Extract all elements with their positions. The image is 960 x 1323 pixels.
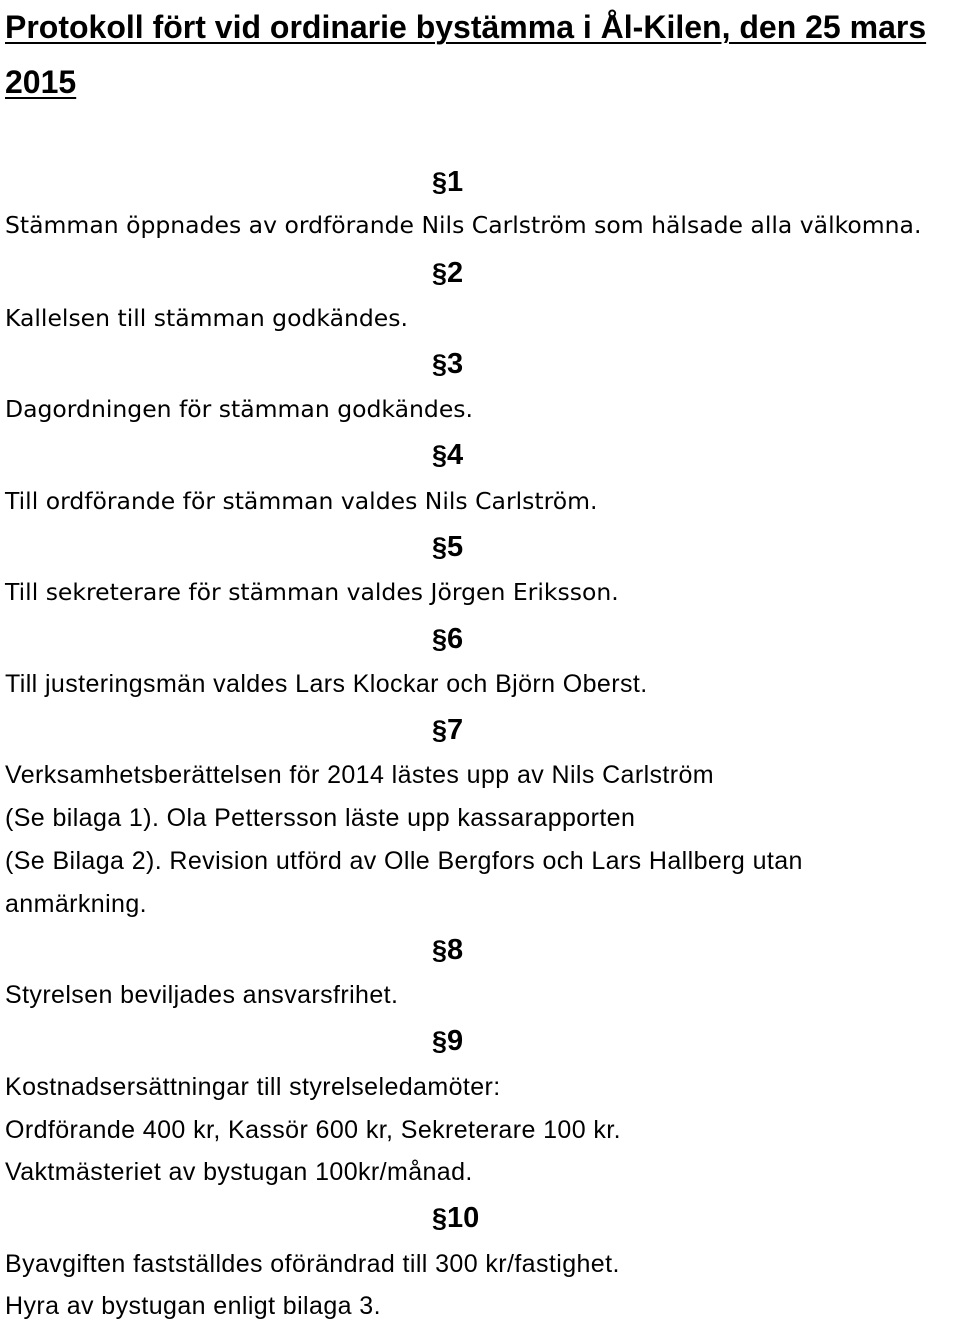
section-9-line-2: Ordförande 400 kr, Kassör 600 kr, Sekreterare 100 kr. [5, 1116, 621, 1144]
section-8-line-1: Styrelsen beviljades ansvarsfrihet. [5, 981, 399, 1009]
section-2-line-1: Kallelsen till stämman godkändes. [5, 304, 408, 332]
section-6-line-1: Till justeringsmän valdes Lars Klockar och Björn Oberst. [5, 670, 648, 698]
section-number: 3 [447, 348, 464, 380]
section-heading-5 [432, 530, 463, 564]
section-4-line-1: Till ordförande för stämman valdes Nils Carlström. [5, 487, 598, 515]
section-9-line-3: Vaktmästeriet av bystugan 100kr/månad. [5, 1158, 473, 1186]
section-number: 2 [447, 257, 464, 289]
section-9-line-1: Kostnadsersättningar till styrelseledamöter: [5, 1073, 501, 1101]
section-7-line-4: anmärkning. [5, 890, 147, 918]
section-sign: § [432, 532, 448, 562]
section-sign: § [432, 624, 448, 654]
section-number: 1 [447, 166, 464, 198]
document-title: Protokoll fört vid ordinarie bystämma i Ål-Kilen, den 25 mars 2015 [5, 9, 927, 100]
section-1-line-1: Stämman öppnades av ordförande Nils Carlström som hälsade alla välkomna. [5, 211, 922, 239]
section-heading-7 [432, 713, 463, 747]
section-10-line-2: Hyra av bystugan enligt bilaga 3. [5, 1292, 381, 1320]
section-number: 6 [447, 623, 464, 655]
section-number: 5 [447, 531, 464, 563]
section-number: 8 [447, 934, 464, 966]
section-sign: § [432, 167, 448, 197]
section-heading-1 [432, 165, 463, 199]
section-7-line-1: Verksamhetsberättelsen för 2014 lästes upp av Nils Carlström [5, 761, 715, 789]
section-sign: § [432, 1026, 448, 1056]
section-sign: § [432, 440, 448, 470]
section-heading-9 [432, 1024, 463, 1058]
section-number: 9 [447, 1025, 464, 1057]
section-sign: § [432, 1203, 448, 1233]
section-number: 4 [447, 439, 464, 471]
section-7-line-3: (Se Bilaga 2). Revision utförd av Olle Bergfors och Lars Hallberg utan [5, 847, 803, 875]
section-number: 7 [447, 714, 464, 746]
section-5-line-1: Till sekreterare för stämman valdes Jörgen Eriksson. [5, 578, 619, 606]
section-heading-4 [432, 438, 463, 472]
section-number: 10 [447, 1202, 480, 1234]
section-7-line-2: (Se bilaga 1). Ola Pettersson läste upp kassarapporten [5, 804, 636, 832]
section-heading-3 [432, 347, 463, 381]
section-heading-10 [432, 1201, 479, 1235]
section-heading-2 [432, 256, 463, 290]
section-sign: § [432, 349, 448, 379]
section-heading-6 [432, 622, 463, 656]
section-sign: § [432, 935, 448, 965]
section-heading-8 [432, 933, 463, 967]
section-sign: § [432, 258, 448, 288]
section-3-line-1: Dagordningen för stämman godkändes. [5, 395, 473, 423]
section-sign: § [432, 715, 448, 745]
section-10-line-1: Byavgiften fastställdes oförändrad till 300 kr/fastighet. [5, 1250, 620, 1278]
